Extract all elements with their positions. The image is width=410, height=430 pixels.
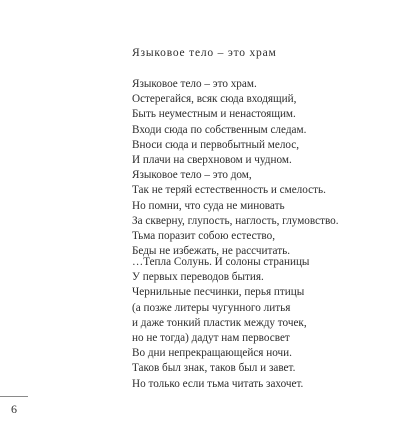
poem-line: Таков был знак, таков был и завет.: [132, 362, 296, 375]
poem-line: Входи сюда по собственным следам.: [132, 123, 307, 136]
poem-line: Языковое тело – это храм.: [132, 78, 257, 90]
poem-line: У первых переводов бытия.: [132, 271, 264, 284]
stanza-1: [132, 77, 339, 259]
stanza-2: [132, 255, 309, 392]
page-number: 6: [11, 402, 17, 416]
poem-line: и даже тонкий пластик между точек,: [132, 316, 307, 329]
poem-line: И плачи на сверхновом и чудном.: [132, 153, 292, 166]
poem-line: (а позже литеры чугунного литья: [132, 301, 291, 314]
poem-line: …Тепла Солунь. И солоны страницы: [132, 256, 310, 268]
poem-line: Так не теряй естественность и смелость.: [132, 184, 326, 197]
poem-line: Беды не избежать, не рассчитать.: [132, 245, 291, 258]
poem-line: Тьма поразит собою естество,: [132, 229, 276, 242]
poem-line: Во дни непрекращающейся ночи.: [132, 347, 292, 360]
poem-line: но не тогда) дадут нам первосвет: [132, 331, 290, 344]
poem-line: Чернильные песчинки, перья птицы: [132, 286, 305, 299]
poem-line: Быть неуместным и ненастоящим.: [132, 108, 296, 121]
poem-title: Языковое тело – это храм: [132, 47, 277, 59]
poem-line: Остерегайся, всяк сюда входящий,: [132, 93, 297, 106]
poem-line: Вноси сюда и первобытный мелос,: [132, 138, 300, 151]
page-number-rule: [0, 396, 28, 397]
poem-line: За скверну, глупость, наглость, глумовство.: [132, 214, 339, 227]
poem-line: Но помни, что суда не миновать: [132, 199, 285, 212]
poem-line: Языковое тело – это дом,: [132, 169, 252, 182]
poem-line: Но только если тьма читать захочет.: [132, 377, 304, 390]
